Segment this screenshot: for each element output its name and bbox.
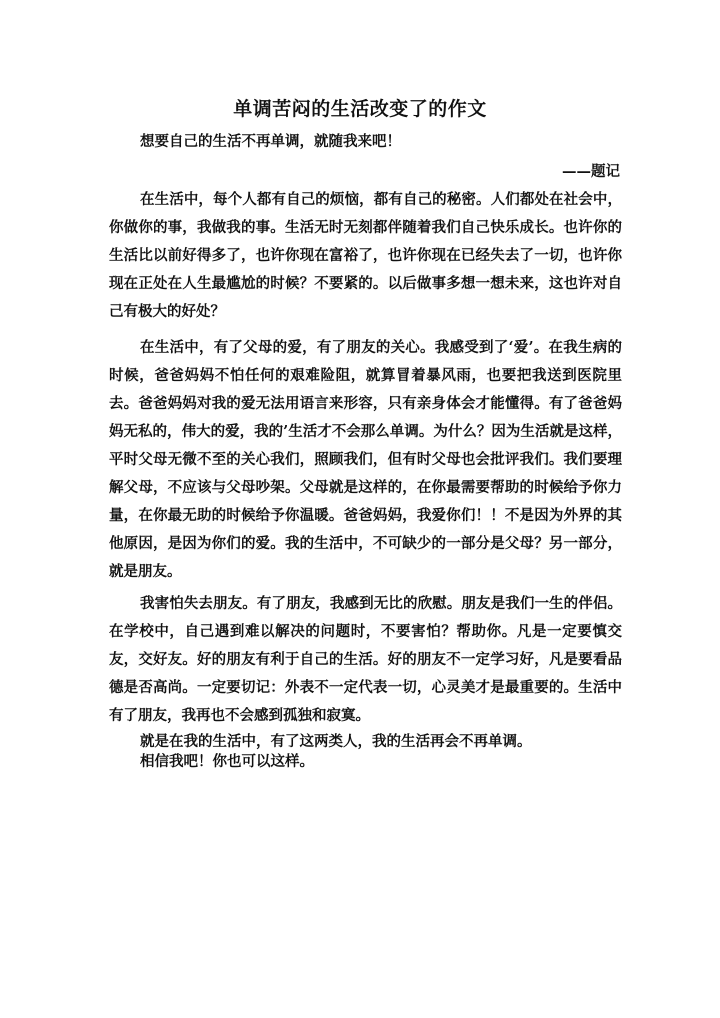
paragraph-2: 在生活中，有了父母的爱，有了朋友的关心。我感受到了‘爱’。在我生病的时候，爸爸妈妈不怕任何的艰难险阻，就算冒着暴风雨，也要把我送到医院里去。爸爸妈妈对我的爱无法用语言来形容，只有亲身体会才能懂得。有了爸爸妈妈无私的，伟大的爱，我的’生活才不会那么单调。为什么？因为生活就是这样，平时父母无微不至的关心我们，照顾我们，但有时父母也会批评我们。我们要理解父母，不应该与父母吵架。父母就是这样的，在你最需要帮助的时候给予你力量，在你最无助的时候给予你温暖。爸爸妈妈，我爱你们！！不是因为外界的其他原因，是因为你们的爱。我的生活中，不可缺少的一部分是父母？另一部分，就是朋友。	[109, 339, 622, 580]
epigraph: 想要自己的生活不再单调，就随我来吧！	[140, 133, 401, 150]
paragraph-1: 在生活中，每个人都有自己的烦恼，都有自己的秘密。人们都处在社会中，你做你的事，我做我的事。生活无时无刻都伴随着我们自己快乐成长。也许你的生活比以前好得多了，也许你现在富裕了，也许你现在已经失去了一切，也许你现在正处在人生最尴尬的时候？不要紧的。以后做事多想一想未来，这也许对自己有极大的好处？	[109, 191, 622, 320]
epigraph-signature: ——题记	[562, 163, 620, 180]
closing-line-1: 就是在我的生活中，有了这两类人，我的生活再会不再单调。	[140, 733, 532, 750]
paragraph-3: 我害怕失去朋友。有了朋友，我感到无比的欣慰。朋友是我们一生的伴侣。在学校中，自己遇到难以解决的问题时，不要害怕？帮助你。凡是一定要慎交友，交好友。好的朋友有利于自己的生活。好的朋友不一定学习好，凡是要看品德是否高尚。一定要切记：外表不一定代表一切，心灵美才是最重要的。生活中有了朋友，我再也不会感到孤独和寂寞。	[109, 595, 622, 724]
page-title: 单调苦闷的生活改变了的作文	[233, 98, 487, 120]
closing-line-2: 相信我吧！你也可以这样。	[140, 753, 314, 770]
